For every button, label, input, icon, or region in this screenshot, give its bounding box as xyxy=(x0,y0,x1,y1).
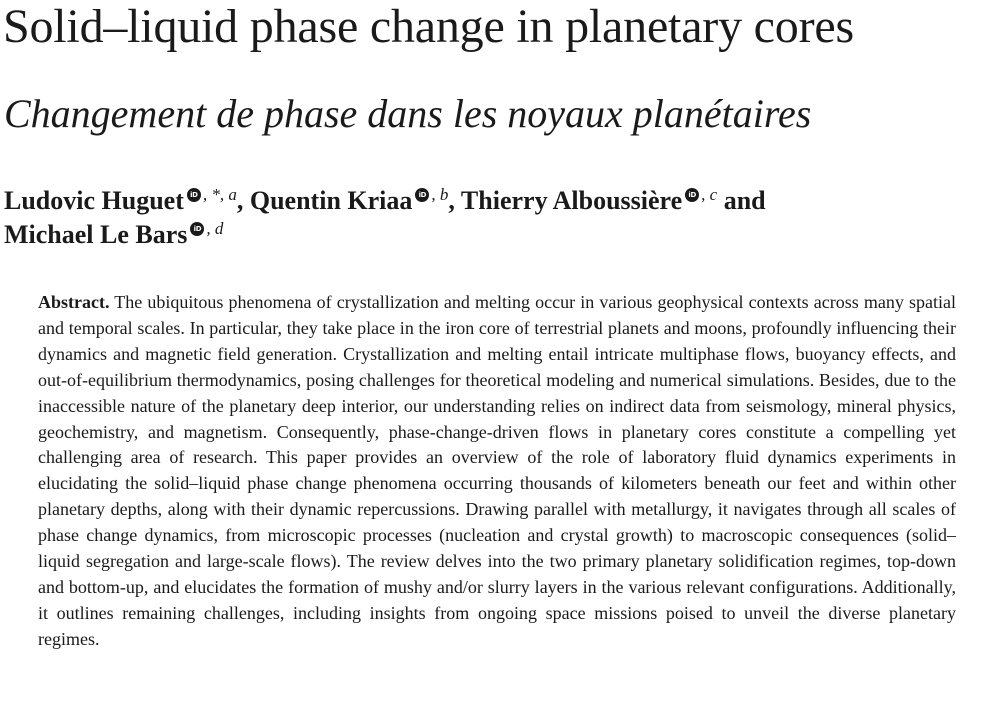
author-separator: , xyxy=(236,186,250,215)
author-name: Quentin Kriaa xyxy=(249,186,413,215)
abstract-label: Abstract. xyxy=(38,292,110,312)
author-separator: and xyxy=(717,186,766,215)
author-line-2 xyxy=(4,218,904,252)
abstract xyxy=(38,290,956,653)
orcid-icon[interactable]: iD xyxy=(190,222,204,236)
orcid-icon[interactable]: iD xyxy=(685,188,699,202)
author-line-1 xyxy=(4,184,904,218)
author-name: Thierry Alboussière xyxy=(460,186,683,215)
author-name: Michael Le Bars xyxy=(4,220,188,249)
paper-subtitle-french: Changement de phase dans les noyaux planétaires xyxy=(4,91,812,136)
author-list xyxy=(4,184,904,252)
author-affiliation-marker: , c xyxy=(701,185,718,204)
abstract-text: The ubiquitous phenomena of crystallization and melting occur in various geophysical contexts across many spatial and temporal scales. In particular, they take place in the iron core of terrestrial planets and moons, profoundly influencing their dynamics and magnetic field generation. Crystallization and melting entail intricate multiphase flows, buoyancy effects, and out-of-equilibrium thermodynamics, posing challenges for theoretical modeling and numerical simulations. Besides, due to the inaccessible nature of the planetary deep interior, our understanding relies on indirect data from seismology, mineral physics, geochemistry, and magnetism. Consequently, phase-change-driven flows in planetary cores constitute a compelling yet challenging area of research. This paper provides an overview of the role of laboratory fluid dynamics experiments in elucidating the solid–liquid phase change phenomena occurring thousands of kilometers beneath our feet and within other planetary depths, along with their dynamic repercussions. Drawing parallel with metallurgy, it navigates through all scales of phase change dynamics, from microscopic processes (nucleation and crystal growth) to macroscopic consequences (solid–liquid segregation and large-scale flows). The review delves into the two primary planetary solidification regimes, top-down and bottom-up, and elucidates the formation of mushy and/or slurry layers in the various relevant configurations. Additionally, it outlines remaining challenges, including insights from ongoing space missions poised to unveil the diverse planetary regimes. xyxy=(38,292,956,649)
author-affiliation-marker: , *, a xyxy=(202,185,237,204)
author-affiliation-marker: , b xyxy=(431,185,449,204)
orcid-icon[interactable]: iD xyxy=(415,188,429,202)
author-separator: , xyxy=(448,186,461,215)
orcid-icon[interactable]: iD xyxy=(187,188,201,202)
author-name: Ludovic Huguet xyxy=(4,186,184,215)
author-affiliation-marker: , d xyxy=(206,219,224,238)
paper-title: Solid–liquid phase change in planetary cores xyxy=(3,0,854,53)
